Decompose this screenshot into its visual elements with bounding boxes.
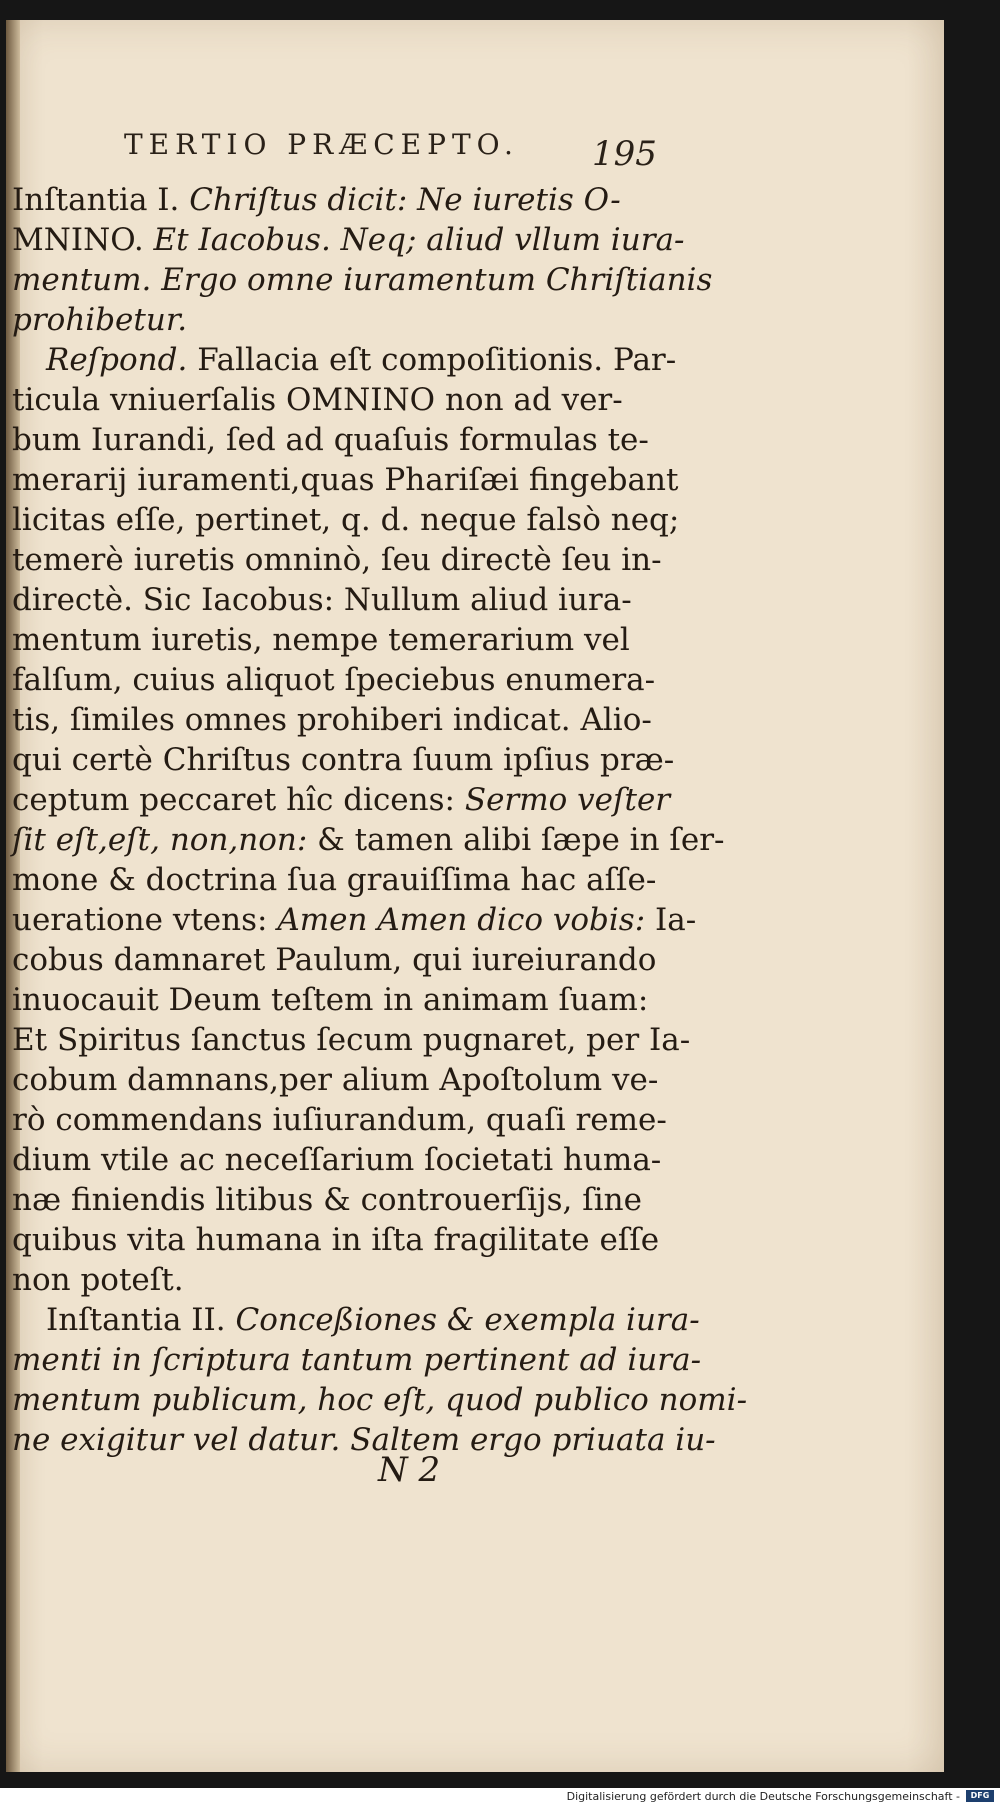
text-line: [12, 1220, 660, 1260]
italic-span: Conceßiones & exempla iura-: [235, 1302, 700, 1338]
roman-span: cobus damnaret Paulum, qui iureiurando: [12, 942, 657, 978]
roman-span: ticula vniuerſalis OMNINO non ad ver-: [12, 382, 623, 418]
italic-span: Et Iacobus. Neq; aliud vllum iura-: [153, 222, 685, 258]
text-line: [12, 1100, 667, 1140]
italic-span: Amen Amen dico vobis:: [277, 902, 655, 938]
roman-span: cobum damnans,per alium Apoſtolum ve-: [12, 1062, 659, 1098]
text-line: [12, 1060, 659, 1100]
roman-span: Et Spiritus ſanctus ſecum pugnaret, per Ia-: [12, 1022, 691, 1058]
text-line: [12, 540, 662, 580]
text-line: [12, 740, 675, 780]
roman-span: rò commendans iuſiurandum, quaſi reme-: [12, 1102, 667, 1138]
text-line: [12, 340, 677, 380]
italic-span: Reſpond.: [46, 342, 198, 378]
text-line: [12, 500, 680, 540]
text-line: [12, 1020, 691, 1060]
text-line: [12, 1140, 662, 1180]
italic-span: Sermo veſter: [464, 782, 671, 818]
italic-span: Chriſtus dicit: Ne iuretis O-: [189, 182, 621, 218]
dfg-logo: DFG: [966, 1790, 994, 1802]
text-line: [12, 780, 671, 820]
text-line: [12, 820, 725, 860]
text-line: [12, 980, 649, 1020]
italic-span: mentum publicum, hoc eſt, quod publico nomi-: [12, 1382, 748, 1418]
text-line: [12, 1180, 642, 1220]
roman-span: quibus vita humana in iſta fragilitate eſſe: [12, 1222, 660, 1258]
text-line: [12, 860, 657, 900]
roman-span: non poteſt.: [12, 1262, 184, 1298]
text-line: [12, 1380, 748, 1420]
roman-span: bum Iurandi, ſed ad quaſuis formulas te-: [12, 422, 649, 458]
roman-span: mone & doctrina ſua grauiſſima hac aſſe-: [12, 862, 657, 898]
text-line: [12, 900, 697, 940]
roman-span: qui certè Chriſtus contra ſuum ipſius præ-: [12, 742, 675, 778]
signature-mark: N 2: [378, 1450, 441, 1490]
roman-span: ueratione vtens:: [12, 902, 278, 938]
text-line: [12, 700, 652, 740]
roman-span: licitas eſſe, pertinet, q. d. neque falsò neq;: [12, 502, 680, 538]
text-line: [12, 460, 679, 500]
text-line: [12, 1300, 700, 1340]
text-line: [12, 660, 656, 700]
roman-span: inuocauit Deum teſtem in animam ſuam:: [12, 982, 649, 1018]
text-line: [12, 1420, 716, 1460]
text-line: [12, 1260, 636, 1300]
text-line: [12, 300, 636, 340]
text-line: [12, 620, 636, 660]
funding-credit: Digitalisierung gefördert durch die Deutsche Forschungsgemeinschaft -: [566, 1790, 960, 1803]
roman-span: merarij iuramenti,quas Phariſæi fingebant: [12, 462, 679, 498]
body-text: [12, 180, 748, 1460]
text-line: [12, 1340, 702, 1380]
italic-span: prohibetur.: [12, 302, 188, 338]
roman-span: ceptum peccaret hîc dicens:: [12, 782, 465, 818]
roman-span: dium vtile ac neceſſarium ſocietati huma-: [12, 1142, 662, 1178]
italic-span: ne exigitur vel datur. Saltem ergo priuata iu-: [12, 1422, 716, 1458]
roman-span: Fallacia eſt compoſitionis. Par-: [197, 342, 677, 378]
italic-span: mentum. Ergo omne iuramentum Chriſtianis: [12, 262, 713, 298]
roman-span: næ finiendis litibus & controuerſijs, ſine: [12, 1182, 642, 1218]
roman-span: tis, ſimiles omnes prohiberi indicat. Alio-: [12, 702, 652, 738]
text-line: [12, 220, 685, 260]
roman-span: Inſtantia II.: [46, 1302, 236, 1338]
text-line: [12, 940, 657, 980]
roman-span: mentum iuretis, nempe temerarium vel: [12, 622, 630, 658]
page-number: 195: [592, 134, 657, 174]
text-line: [12, 580, 636, 620]
italic-span: ſit eſt,eſt, non,non:: [12, 822, 318, 858]
text-line: [12, 380, 636, 420]
text-line: [12, 260, 713, 300]
roman-span: directè. Sic Iacobus: Nullum aliud iura-: [12, 582, 632, 618]
roman-span: MNINO.: [12, 222, 154, 258]
roman-span: temerè iuretis omninò, ſeu directè ſeu in-: [12, 542, 662, 578]
roman-span: Inſtantia I.: [12, 182, 190, 218]
roman-span: & tamen alibi ſæpe in ſer-: [317, 822, 725, 858]
book-page: [6, 20, 944, 1772]
running-header: TERTIO PRÆCEPTO.: [124, 128, 519, 161]
roman-span: Ia-: [655, 902, 697, 938]
text-line: [12, 180, 636, 220]
roman-span: falſum, cuius aliquot ſpeciebus enumera-: [12, 662, 656, 698]
italic-span: menti in ſcriptura tantum pertinent ad iura-: [12, 1342, 702, 1378]
text-line: [12, 420, 649, 460]
